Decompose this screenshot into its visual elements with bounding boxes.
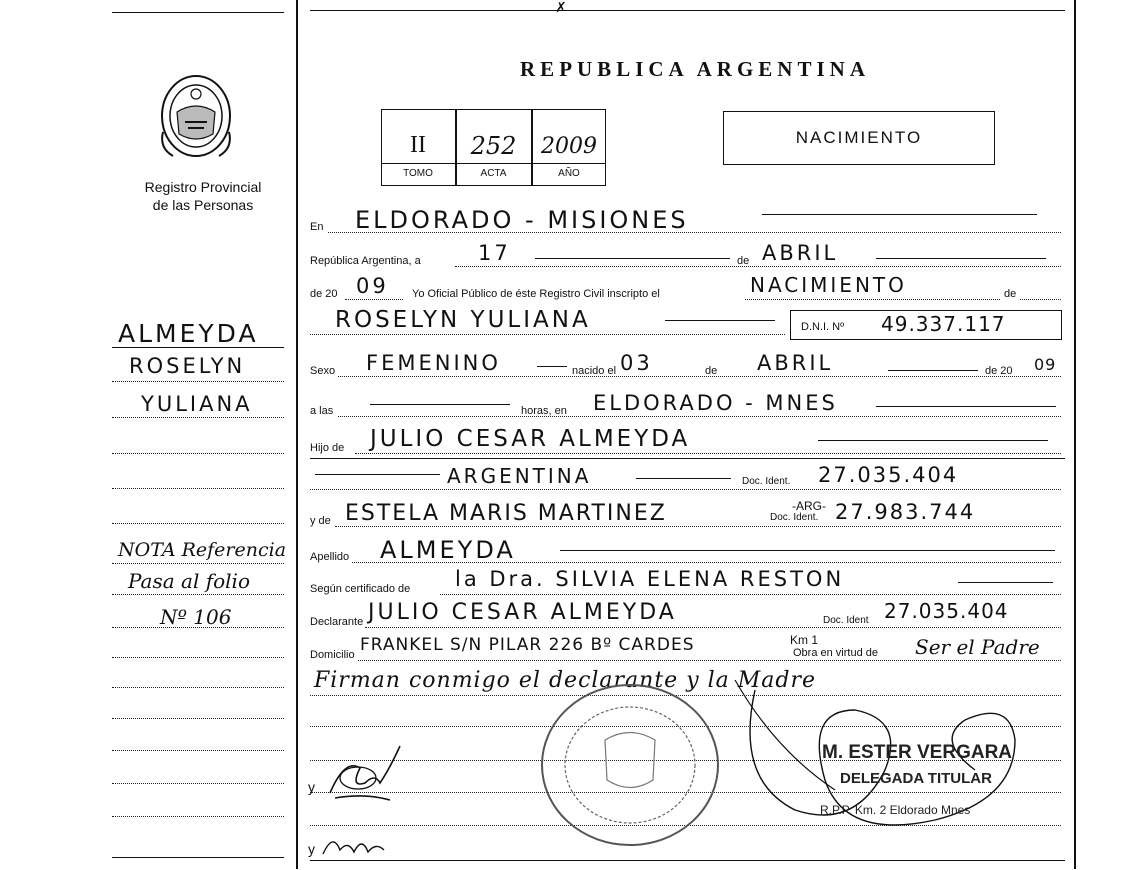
yde-line — [335, 526, 1061, 527]
stamp-office: R.P.P. Km. 2 Eldorado Mnes — [820, 803, 971, 817]
father-name: JULIO CESAR ALMEYDA — [370, 426, 691, 452]
domicilio-label: Domicilio — [310, 649, 355, 661]
margin-note-line2: Pasa al folio — [128, 569, 250, 593]
birth-place: ELDORADO - MNES — [593, 391, 838, 415]
month-value: ABRIL — [762, 241, 839, 265]
margin-rule-13 — [112, 750, 284, 751]
margin-rule-4 — [112, 453, 284, 454]
father-nat-dash-left — [315, 474, 440, 475]
en-dash — [762, 214, 1037, 215]
margin-name-2: YULIANA — [141, 392, 253, 416]
dni-label: D.N.I. Nº — [801, 321, 845, 333]
apellido-label: Apellido — [310, 551, 350, 563]
hijo-label: Hijo de — [310, 442, 345, 454]
declarante-doc: 27.035.404 — [884, 599, 1009, 623]
en-value: ELDORADO - MISIONES — [355, 206, 689, 234]
apellido-dash — [560, 550, 1055, 551]
left-margin-rule — [296, 0, 298, 869]
obra-label: Obra en virtud de — [793, 647, 878, 659]
margin-rule-5 — [112, 488, 284, 489]
anio-value: 2009 — [541, 134, 597, 159]
child-name: ROSELYN YULIANA — [335, 307, 591, 333]
de2-line — [1020, 299, 1061, 300]
father-nat-dash-right — [636, 478, 731, 479]
father-nat-line — [310, 489, 1061, 490]
mother-nat: -ARG- — [792, 499, 826, 513]
margin-rule-7 — [112, 563, 284, 564]
dni-box — [790, 310, 1062, 340]
day-value: 17 — [478, 241, 511, 265]
margin-rule-10 — [112, 657, 284, 658]
margin-rule-14 — [112, 783, 284, 784]
civil-registry-round-stamp-icon — [535, 680, 725, 850]
day-dash — [535, 258, 730, 259]
margin-name-1: ROSELYN — [129, 354, 246, 378]
stamp-name: M. ESTER VERGARA — [822, 742, 1013, 763]
birth-place-dash — [876, 406, 1056, 407]
margin-note-line1: NOTA Referencia — [118, 539, 287, 561]
record-box-caption-rule — [381, 163, 606, 164]
birth-month-dash — [888, 370, 978, 371]
mother-name: ESTELA MARIS MARTINEZ — [345, 501, 667, 526]
inscripto-value: NACIMIENTO — [750, 273, 907, 297]
act-type-label: NACIMIENTO — [795, 128, 923, 147]
rep-line — [455, 266, 1061, 267]
domicilio-value: FRANKEL S/N PILAR 226 Bº CARDES — [360, 635, 695, 655]
sign-y-2: y — [308, 841, 315, 857]
act-type-box — [723, 111, 995, 165]
sexo-dash — [537, 366, 567, 367]
mother-doc: 27.983.744 — [835, 500, 976, 524]
alas-line — [338, 416, 1061, 417]
cert-dash — [958, 582, 1053, 583]
stamp-title: DELEGADA TITULAR — [840, 770, 992, 787]
margin-rule-15 — [112, 816, 284, 817]
nacido-label: nacido el — [572, 365, 617, 377]
month-dash — [876, 258, 1046, 259]
margin-rule-3 — [112, 417, 284, 418]
obra-value: Ser el Padre — [915, 635, 1040, 659]
cert-label: Según certificado de — [310, 583, 411, 595]
top-rule-left — [112, 12, 284, 13]
acta-value: 252 — [470, 132, 517, 160]
de2009-label: de 20 — [985, 365, 1013, 377]
rep-label: República Argentina, a — [310, 255, 421, 267]
margin-rule-9 — [112, 627, 284, 628]
de2-label: de — [1004, 288, 1017, 300]
margin-rule-8 — [112, 594, 284, 595]
hijo-line — [355, 453, 1061, 454]
cert-value: la Dra. SILVIA ELENA RESTON — [455, 567, 845, 591]
right-margin-rule — [1074, 0, 1076, 869]
margin-rule-12 — [112, 718, 284, 719]
tomo-label: TOMO — [403, 168, 433, 179]
birth-month: ABRIL — [757, 351, 834, 375]
top-cut-mark: ✗ — [555, 0, 567, 15]
doc-label: Doc. Ident. — [742, 476, 791, 487]
doc2-label: Doc. Ident — [823, 615, 869, 626]
oficial-label: Yo Oficial Público de éste Registro Civil inscripto el — [412, 288, 660, 300]
provincial-seal-icon — [155, 72, 237, 164]
registry-name-line2: de las Personas — [152, 197, 254, 213]
acta-label: ACTA — [480, 168, 507, 179]
father-nat: ARGENTINA — [447, 464, 592, 488]
apellido-value: ALMEYDA — [380, 536, 516, 564]
country-title: REPUBLICA ARGENTINA — [520, 57, 870, 81]
top-rule-right — [310, 10, 1065, 11]
birth-day: 03 — [620, 351, 653, 375]
margin-rule-1 — [112, 347, 284, 348]
alas-label: a las — [310, 405, 334, 417]
declarante-value: JULIO CESAR ALMEYDA — [368, 600, 677, 625]
alas-dash — [370, 404, 510, 405]
sign-y-1: y — [308, 779, 315, 795]
en-label: En — [310, 221, 324, 233]
registry-name-line1: Registro Provincial — [144, 179, 262, 195]
de-label: de — [737, 255, 750, 267]
anio-label: AÑO — [558, 168, 580, 179]
firman-value: Firman conmigo el declarante y la Madre — [314, 668, 817, 693]
child-name-line — [310, 334, 785, 335]
margin-rule-bottom — [112, 857, 284, 858]
km-value: Km 1 — [790, 633, 819, 647]
year-value: 09 — [356, 274, 389, 298]
declarante-label: Declarante — [310, 616, 364, 628]
signature-madre-icon — [318, 822, 398, 862]
doc-label-2: Doc. Ident. — [770, 512, 819, 523]
cert-line — [440, 594, 1061, 595]
margin-note-line3: Nº 106 — [160, 605, 232, 629]
de3-label: de — [705, 365, 718, 377]
margin-rule-6 — [112, 523, 284, 524]
father-name-dash — [818, 440, 1048, 441]
de20-label: de 20 — [310, 288, 338, 300]
sexo-line — [338, 376, 1061, 377]
father-nat-rule-top — [310, 458, 1065, 459]
margin-surname: ALMEYDA — [118, 319, 259, 348]
sexo-label: Sexo — [310, 365, 336, 377]
child-name-dash — [665, 320, 775, 321]
declarante-line — [365, 627, 1061, 628]
dni-value: 49.337.117 — [881, 312, 1006, 336]
signature-declarante-icon — [320, 738, 420, 808]
father-doc: 27.035.404 — [818, 463, 959, 487]
birth-year: 09 — [1034, 355, 1057, 374]
yde-label: y de — [310, 515, 331, 527]
horas-label: horas, en — [521, 405, 567, 417]
tomo-value: II — [410, 132, 426, 158]
margin-rule-2 — [112, 381, 284, 382]
margin-rule-11 — [112, 687, 284, 688]
inscripto-line — [745, 299, 1000, 300]
year-line — [345, 299, 403, 300]
sexo-value: FEMENINO — [366, 351, 501, 375]
